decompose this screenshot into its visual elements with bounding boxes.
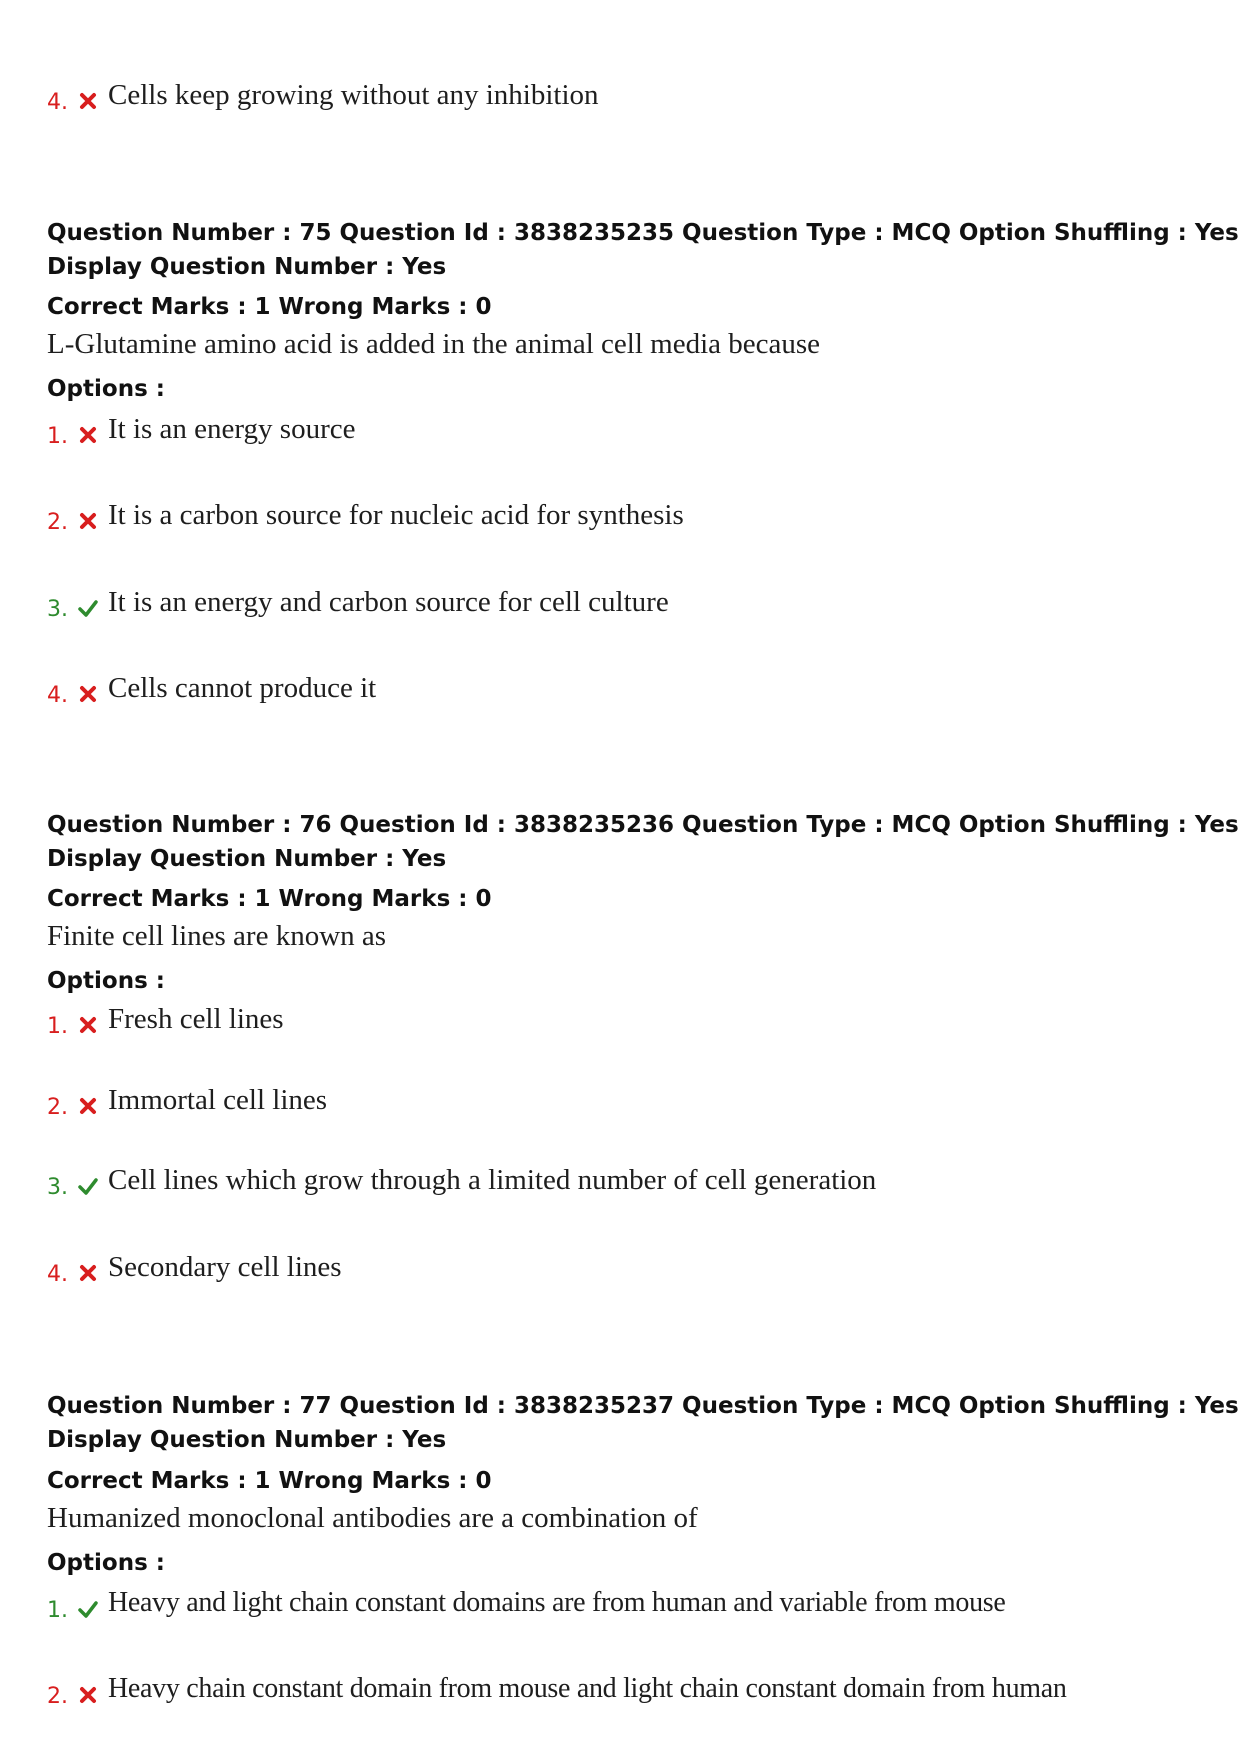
options-label: Options : bbox=[47, 968, 165, 994]
option-text: Heavy and light chain constant domains are from human and variable from mouse bbox=[108, 1587, 1006, 1618]
option-text: Fresh cell lines bbox=[108, 1003, 284, 1035]
question-meta: Question Number : 76 Question Id : 3838235236 Question Type : MCQ Option Shuffling : Yes bbox=[47, 812, 1239, 838]
option-number: 1. bbox=[47, 1598, 68, 1623]
options-label: Options : bbox=[47, 376, 165, 402]
cross-icon bbox=[78, 91, 98, 111]
question-header bbox=[47, 216, 1239, 284]
cross-icon bbox=[78, 684, 98, 704]
option-text: Cell lines which grow through a limited number of cell generation bbox=[108, 1164, 877, 1196]
cross-icon bbox=[78, 1685, 98, 1705]
option-text: Cells cannot produce it bbox=[108, 672, 377, 704]
question-meta: Question Number : 77 Question Id : 3838235237 Question Type : MCQ Option Shuffling : Yes bbox=[47, 1393, 1239, 1419]
option-text: It is an energy and carbon source for cell culture bbox=[108, 586, 669, 618]
display-question-number: Display Question Number : Yes bbox=[47, 254, 447, 280]
option-text: Immortal cell lines bbox=[108, 1084, 328, 1116]
question-header bbox=[47, 1389, 1239, 1457]
question-text: Finite cell lines are known as bbox=[47, 920, 387, 952]
option-text: Cells keep growing without any inhibition bbox=[108, 79, 599, 111]
option-number: 1. bbox=[47, 424, 68, 449]
option-number: 2. bbox=[47, 1095, 68, 1120]
option-number: 4. bbox=[47, 683, 68, 708]
question-marks: Correct Marks : 1 Wrong Marks : 0 bbox=[47, 1468, 492, 1494]
check-icon bbox=[78, 1176, 98, 1196]
question-header bbox=[47, 808, 1239, 876]
check-icon bbox=[78, 1599, 98, 1619]
option-number: 2. bbox=[47, 510, 68, 535]
question-meta: Question Number : 75 Question Id : 3838235235 Question Type : MCQ Option Shuffling : Yes bbox=[47, 220, 1239, 246]
option-text: It is an energy source bbox=[108, 413, 356, 445]
question-text: L-Glutamine amino acid is added in the animal cell media because bbox=[47, 328, 821, 360]
option-text: It is a carbon source for nucleic acid for synthesis bbox=[108, 499, 684, 531]
option-text: Heavy chain constant domain from mouse and light chain constant domain from human bbox=[108, 1673, 1067, 1704]
option-number: 4. bbox=[47, 1262, 68, 1287]
question-marks: Correct Marks : 1 Wrong Marks : 0 bbox=[47, 294, 492, 320]
display-question-number: Display Question Number : Yes bbox=[47, 846, 447, 872]
cross-icon bbox=[78, 511, 98, 531]
cross-icon bbox=[78, 1015, 98, 1035]
question-text: Humanized monoclonal antibodies are a combination of bbox=[47, 1502, 698, 1534]
cross-icon bbox=[78, 1096, 98, 1116]
option-number: 2. bbox=[47, 1684, 68, 1709]
option-number: 3. bbox=[47, 1175, 68, 1200]
display-question-number: Display Question Number : Yes bbox=[47, 1427, 447, 1453]
options-label: Options : bbox=[47, 1550, 165, 1576]
option-number: 1. bbox=[47, 1014, 68, 1039]
option-text: Secondary cell lines bbox=[108, 1251, 342, 1283]
check-icon bbox=[78, 598, 98, 618]
option-number: 4. bbox=[47, 90, 68, 115]
question-marks: Correct Marks : 1 Wrong Marks : 0 bbox=[47, 886, 492, 912]
cross-icon bbox=[78, 425, 98, 445]
option-number: 3. bbox=[47, 597, 68, 622]
cross-icon bbox=[78, 1263, 98, 1283]
